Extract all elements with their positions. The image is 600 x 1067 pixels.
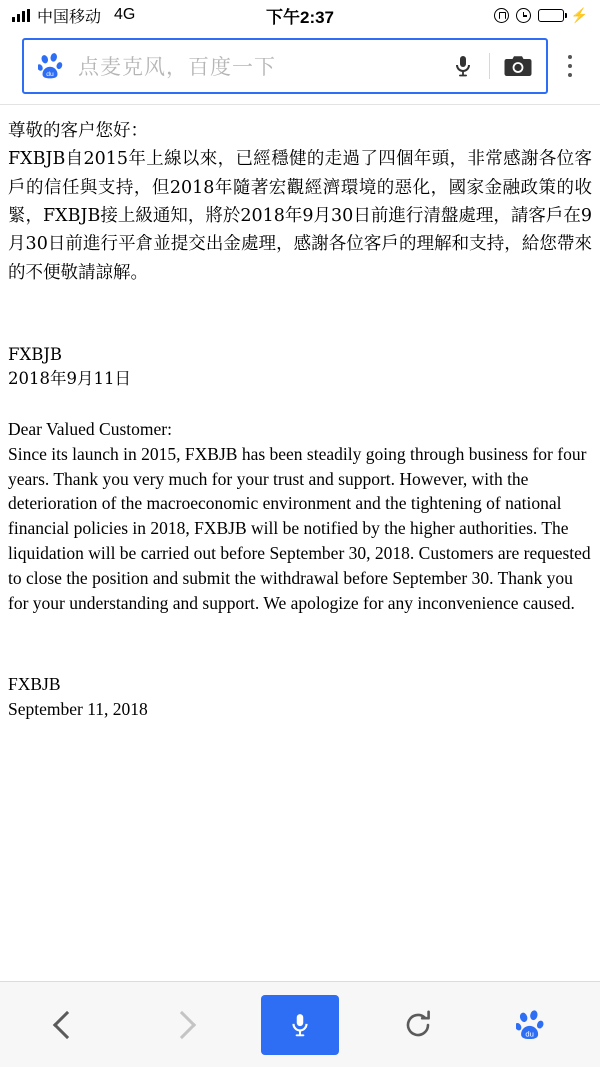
refresh-icon[interactable] bbox=[383, 995, 453, 1055]
chinese-signature-name: FXBJB bbox=[8, 345, 63, 365]
charging-bolt-icon: ⚡ bbox=[570, 7, 588, 23]
status-bar-right bbox=[494, 8, 588, 23]
english-signature-name: FXBJB bbox=[8, 673, 61, 694]
back-icon[interactable] bbox=[32, 995, 102, 1055]
search-input[interactable] bbox=[22, 38, 548, 94]
status-bar-clock: 下午2:37 bbox=[265, 7, 335, 27]
battery-icon bbox=[538, 9, 564, 22]
svg-text:du: du bbox=[46, 70, 54, 78]
lock-rotation-icon bbox=[494, 8, 509, 23]
status-bar-left bbox=[12, 4, 135, 27]
english-signature bbox=[8, 672, 592, 722]
english-signature-date: September 11, 2018 bbox=[8, 698, 148, 719]
alarm-clock-icon bbox=[516, 8, 531, 23]
carrier-label: 中国移动 bbox=[37, 8, 102, 26]
more-options-icon[interactable] bbox=[548, 38, 592, 94]
camera-icon[interactable] bbox=[496, 46, 540, 86]
page-content bbox=[0, 105, 600, 721]
chinese-notice bbox=[8, 117, 592, 287]
microphone-icon[interactable] bbox=[443, 46, 483, 86]
bottom-toolbar bbox=[0, 981, 600, 1067]
english-body: Since its launch in 2015, FXBJB has been steadily going through business for four years. Thank you very much for your trust and support. However, with the deterioration of the macroeconomic environment and the tightening of national financial policies in 2018, FXBJB will be notified by the higher authorities. The liquidation will be carried out before September 30, 2018. Customers are requested to close the position and submit the withdrawal before September 30. Thank you for your understanding and support. We apologize for any inconvenience caused. bbox=[8, 443, 591, 613]
network-type-label: 4G bbox=[114, 6, 136, 23]
baidu-home-icon[interactable] bbox=[498, 995, 568, 1055]
english-notice bbox=[8, 417, 592, 616]
chinese-greeting: 尊敬的客户您好： bbox=[8, 121, 148, 141]
search-divider bbox=[489, 53, 490, 79]
chinese-body: FXBJB自2015年上線以來，已經穩健的走過了四個年頭，非常感謝各位客戶的信任與支持，但2018年隨著宏觀經濟環境的惡化，國家金融政策的收緊，FXBJB接上級通知，將於2018年9月30日前進行清盤處理，請客戶在9月30日前進行平倉並提交出金處理，感謝各位客戶的理解和支持，給您帶來的不便敬請諒解。 bbox=[8, 149, 592, 283]
search-bar bbox=[0, 30, 600, 104]
chinese-signature bbox=[8, 343, 592, 391]
search-placeholder-text: 点麦克风，百度一下 bbox=[78, 56, 276, 79]
status-bar bbox=[0, 0, 600, 30]
chinese-signature-date: 2018年9月11日 bbox=[8, 368, 131, 388]
english-greeting: Dear Valued Customer: bbox=[8, 418, 172, 439]
svg-text:du: du bbox=[525, 1028, 534, 1038]
signal-strength-icon bbox=[12, 9, 30, 22]
forward-icon[interactable] bbox=[147, 995, 217, 1055]
baidu-paw-logo bbox=[38, 53, 68, 79]
voice-search-icon[interactable] bbox=[261, 995, 339, 1055]
